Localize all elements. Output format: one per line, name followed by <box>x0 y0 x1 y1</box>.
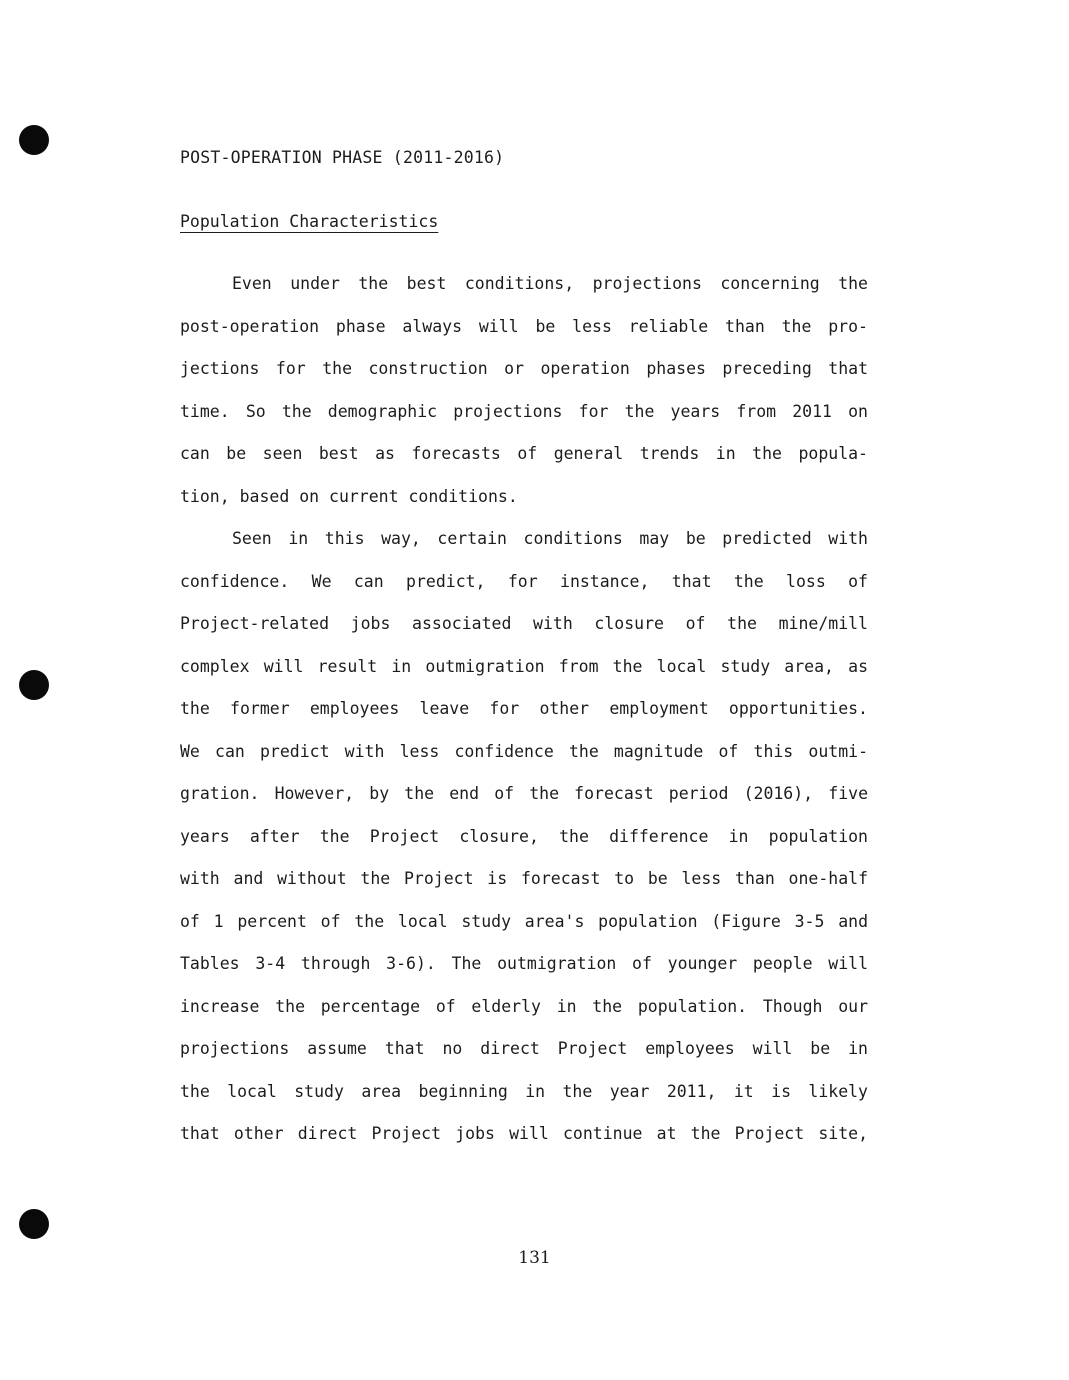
binder-hole-bottom <box>19 1209 49 1239</box>
paragraph-2-line-4: complex will result in outmigration from the local study area, as <box>180 656 868 676</box>
page-number: 131 <box>518 1248 551 1268</box>
section-heading: POST-OPERATION PHASE (2011-2016) <box>180 148 505 167</box>
body-text <box>180 274 868 1167</box>
paragraph-2-line-1: Seen in this way, certain conditions may be predicted with <box>232 529 868 548</box>
paragraph-2-line-14: the local study area beginning in the year 2011, it is likely <box>180 1081 868 1101</box>
paragraph-1-line-1: Even under the best conditions, projections concerning the <box>232 274 868 293</box>
paragraph-2-line-11: Tables 3-4 through 3-6). The outmigration of younger people will <box>180 954 868 973</box>
paragraph-2-line-9: with and without the Project is forecast to be less than one-half <box>180 869 868 888</box>
paragraph-2-line-2: confidence. We can predict, for instance, that the loss of <box>180 571 868 591</box>
subsection-heading: Population Characteristics <box>180 212 439 231</box>
binder-hole-top <box>19 125 49 155</box>
paragraph-2-line-5: the former employees leave for other employment opportunities. <box>180 699 868 718</box>
paragraph-2-line-6: We can predict with less confidence the magnitude of this outmi- <box>180 741 868 761</box>
paragraph-1-line-4: time. So the demographic projections for the years from 2011 on <box>180 401 868 421</box>
paragraph-1-line-2: post-operation phase always will be less reliable than the pro- <box>180 316 868 336</box>
paragraph-2-line-8: years after the Project closure, the difference in population <box>180 826 868 846</box>
paragraph-1-line-5: can be seen best as forecasts of general trends in the popula- <box>180 444 868 463</box>
paragraph-1-line-6: tion, based on current conditions. <box>180 486 518 506</box>
paragraph-2-line-10: of 1 percent of the local study area's population (Figure 3-5 and <box>180 911 868 931</box>
paragraph-2-line-3: Project-related jobs associated with closure of the mine/mill <box>180 614 868 633</box>
paragraph-1-line-3: jections for the construction or operation phases preceding that <box>180 359 868 378</box>
paragraph-2-line-15: that other direct Project jobs will continue at the Project site, <box>180 1124 868 1143</box>
paragraph-2-line-7: gration. However, by the end of the forecast period (2016), five <box>180 784 868 803</box>
paragraph-2-line-12: increase the percentage of elderly in the population. Though our <box>180 996 868 1016</box>
paragraph-2-line-13: projections assume that no direct Project employees will be in <box>180 1039 868 1058</box>
binder-hole-middle <box>19 670 49 700</box>
